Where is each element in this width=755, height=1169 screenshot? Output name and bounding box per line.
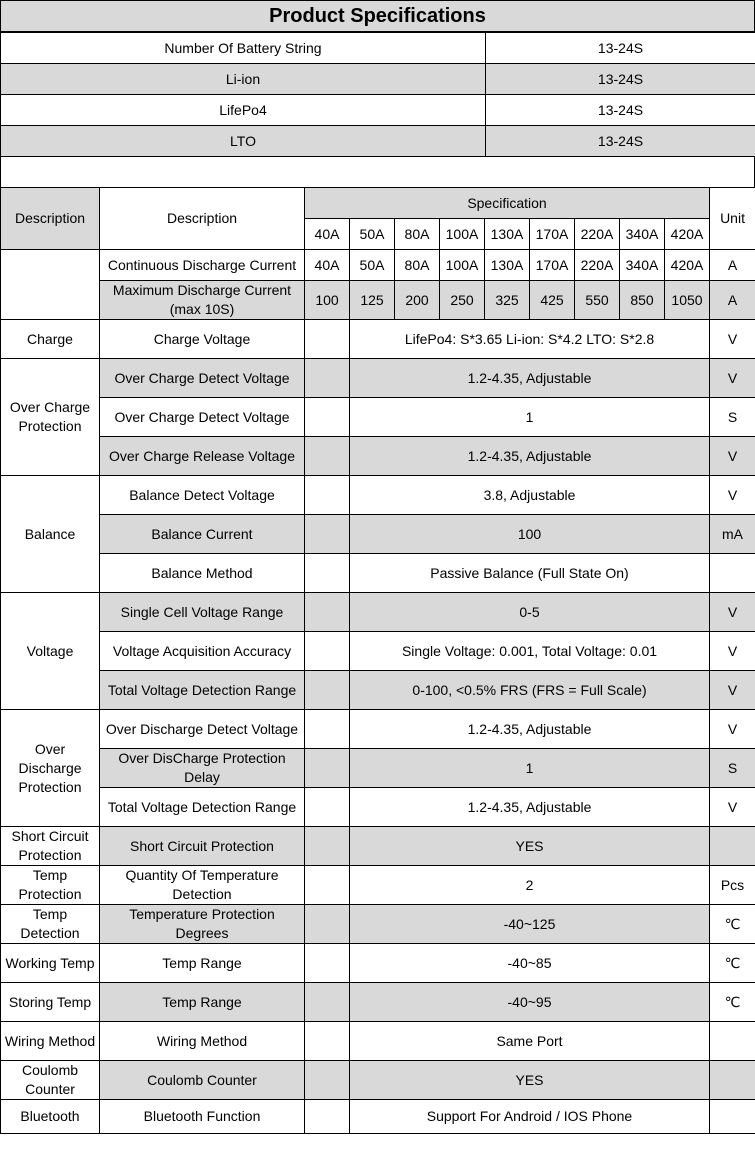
row-value: 1 bbox=[350, 749, 710, 788]
header-current: 100A bbox=[440, 219, 485, 250]
group-label: Over Discharge Protection bbox=[1, 710, 100, 827]
row-value: 170A bbox=[530, 250, 575, 281]
group-label: Short Circuit Protection bbox=[1, 827, 100, 866]
blank-cell bbox=[305, 1100, 350, 1134]
row-value: 13-24S bbox=[486, 95, 755, 126]
battery-string-table bbox=[0, 32, 755, 157]
table-row bbox=[1, 33, 755, 64]
row-value: 340A bbox=[620, 250, 665, 281]
row-value: 2 bbox=[350, 866, 710, 905]
row-value: Passive Balance (Full State On) bbox=[350, 554, 710, 593]
row-label: Bluetooth Function bbox=[100, 1100, 305, 1134]
row-label: Quantity Of Temperature Detection bbox=[100, 866, 305, 905]
table-row bbox=[1, 827, 755, 866]
table-row bbox=[1, 866, 755, 905]
row-value: 250 bbox=[440, 281, 485, 320]
row-label: Over Charge Release Voltage bbox=[100, 437, 305, 476]
row-unit bbox=[710, 1100, 755, 1134]
row-unit: ℃ bbox=[710, 944, 755, 983]
row-value: -40~95 bbox=[350, 983, 710, 1022]
table-row bbox=[1, 95, 755, 126]
row-value: 40A bbox=[305, 250, 350, 281]
row-value: 1.2-4.35, Adjustable bbox=[350, 359, 710, 398]
row-unit bbox=[710, 1061, 755, 1100]
table-row bbox=[1, 632, 755, 671]
row-value: 200 bbox=[395, 281, 440, 320]
group-label: Over Charge Protection bbox=[1, 359, 100, 476]
row-unit: A bbox=[710, 250, 755, 281]
group-cell-empty bbox=[1, 250, 100, 320]
row-value: 100 bbox=[350, 515, 710, 554]
blank-cell bbox=[305, 827, 350, 866]
table-row bbox=[1, 554, 755, 593]
row-unit: V bbox=[710, 710, 755, 749]
row-value: 1050 bbox=[665, 281, 710, 320]
group-label: Charge bbox=[1, 320, 100, 359]
header-specification: Specification bbox=[305, 188, 710, 219]
row-unit bbox=[710, 554, 755, 593]
header-current: 40A bbox=[305, 219, 350, 250]
table-row bbox=[1, 250, 755, 281]
row-label: Balance Detect Voltage bbox=[100, 476, 305, 515]
row-unit: ℃ bbox=[710, 905, 755, 944]
header-current: 340A bbox=[620, 219, 665, 250]
page-title: Product Specifications bbox=[0, 0, 755, 32]
table-row bbox=[1, 515, 755, 554]
blank-cell bbox=[305, 359, 350, 398]
row-unit: V bbox=[710, 437, 755, 476]
group-label: Wiring Method bbox=[1, 1022, 100, 1061]
table-row bbox=[1, 126, 755, 157]
row-value: 130A bbox=[485, 250, 530, 281]
row-unit: V bbox=[710, 476, 755, 515]
group-label: Voltage bbox=[1, 593, 100, 710]
row-value: YES bbox=[350, 1061, 710, 1100]
row-unit: V bbox=[710, 788, 755, 827]
row-label: Over Charge Detect Voltage bbox=[100, 398, 305, 437]
table-row bbox=[1, 1061, 755, 1100]
row-label: Single Cell Voltage Range bbox=[100, 593, 305, 632]
table-row bbox=[1, 359, 755, 398]
row-value: 220A bbox=[575, 250, 620, 281]
row-value: 3.8, Adjustable bbox=[350, 476, 710, 515]
blank-cell bbox=[305, 320, 350, 359]
spec-table bbox=[0, 187, 755, 1134]
table-row bbox=[1, 788, 755, 827]
group-label: Bluetooth bbox=[1, 1100, 100, 1134]
table-row bbox=[1, 749, 755, 788]
row-label: Continuous Discharge Current bbox=[100, 250, 305, 281]
row-unit bbox=[710, 827, 755, 866]
row-unit: mA bbox=[710, 515, 755, 554]
row-unit: Pcs bbox=[710, 866, 755, 905]
row-label: Short Circuit Protection bbox=[100, 827, 305, 866]
header-current: 170A bbox=[530, 219, 575, 250]
row-label: Over Discharge Detect Voltage bbox=[100, 710, 305, 749]
blank-cell bbox=[305, 515, 350, 554]
group-label: Coulomb Counter bbox=[1, 1061, 100, 1100]
row-value: 1.2-4.35, Adjustable bbox=[350, 437, 710, 476]
blank-cell bbox=[305, 749, 350, 788]
header-current: 80A bbox=[395, 219, 440, 250]
row-label: Temp Range bbox=[100, 983, 305, 1022]
table-row bbox=[1, 944, 755, 983]
row-value: LifePo4: S*3.65 Li-ion: S*4.2 LTO: S*2.8 bbox=[350, 320, 710, 359]
row-unit: S bbox=[710, 398, 755, 437]
row-label: Wiring Method bbox=[100, 1022, 305, 1061]
row-value: 1 bbox=[350, 398, 710, 437]
table-row bbox=[1, 64, 755, 95]
row-unit: A bbox=[710, 281, 755, 320]
blank-cell bbox=[305, 398, 350, 437]
row-unit: V bbox=[710, 671, 755, 710]
row-value: -40~125 bbox=[350, 905, 710, 944]
row-label: LifePo4 bbox=[1, 95, 486, 126]
row-unit: V bbox=[710, 359, 755, 398]
blank-cell bbox=[305, 944, 350, 983]
row-value: 0-100, <0.5% FRS (FRS = Full Scale) bbox=[350, 671, 710, 710]
row-label: Coulomb Counter bbox=[100, 1061, 305, 1100]
group-label: Temp Detection bbox=[1, 905, 100, 944]
row-label: Maximum Discharge Current (max 10S) bbox=[100, 281, 305, 320]
row-label: Charge Voltage bbox=[100, 320, 305, 359]
row-value: 1.2-4.35, Adjustable bbox=[350, 788, 710, 827]
table-row bbox=[1, 710, 755, 749]
header-current: 220A bbox=[575, 219, 620, 250]
header-unit: Unit bbox=[710, 188, 755, 250]
blank-cell bbox=[305, 437, 350, 476]
row-label: Balance Current bbox=[100, 515, 305, 554]
row-value: Support For Android / IOS Phone bbox=[350, 1100, 710, 1134]
table-row bbox=[1, 983, 755, 1022]
row-unit: V bbox=[710, 320, 755, 359]
group-label: Balance bbox=[1, 476, 100, 593]
group-label: Temp Protection bbox=[1, 866, 100, 905]
blank-cell bbox=[305, 632, 350, 671]
row-unit: ℃ bbox=[710, 983, 755, 1022]
header-description-2: Description bbox=[100, 188, 305, 250]
row-label: Over Charge Detect Voltage bbox=[100, 359, 305, 398]
row-value: 13-24S bbox=[486, 126, 755, 157]
row-value: 550 bbox=[575, 281, 620, 320]
row-value: -40~85 bbox=[350, 944, 710, 983]
row-value: 1.2-4.35, Adjustable bbox=[350, 710, 710, 749]
row-label: Li-ion bbox=[1, 64, 486, 95]
row-label: Balance Method bbox=[100, 554, 305, 593]
table-row bbox=[1, 671, 755, 710]
blank-cell bbox=[305, 866, 350, 905]
row-label: Number Of Battery String bbox=[1, 33, 486, 64]
header-current: 130A bbox=[485, 219, 530, 250]
row-label: Voltage Acquisition Accuracy bbox=[100, 632, 305, 671]
table-row bbox=[1, 905, 755, 944]
blank-cell bbox=[305, 1022, 350, 1061]
row-value: 100A bbox=[440, 250, 485, 281]
group-label: Storing Temp bbox=[1, 983, 100, 1022]
row-label: LTO bbox=[1, 126, 486, 157]
row-value: 125 bbox=[350, 281, 395, 320]
table-row bbox=[1, 437, 755, 476]
group-label: Working Temp bbox=[1, 944, 100, 983]
row-value: 425 bbox=[530, 281, 575, 320]
blank-cell bbox=[305, 788, 350, 827]
row-label: Total Voltage Detection Range bbox=[100, 671, 305, 710]
row-label: Total Voltage Detection Range bbox=[100, 788, 305, 827]
table-row bbox=[1, 593, 755, 632]
table-row bbox=[1, 281, 755, 320]
row-unit: V bbox=[710, 593, 755, 632]
row-value: 50A bbox=[350, 250, 395, 281]
row-value: 0-5 bbox=[350, 593, 710, 632]
row-value: 850 bbox=[620, 281, 665, 320]
row-unit: S bbox=[710, 749, 755, 788]
header-current: 50A bbox=[350, 219, 395, 250]
header-row bbox=[1, 188, 755, 219]
table-row bbox=[1, 1100, 755, 1134]
blank-cell bbox=[305, 554, 350, 593]
row-value: Same Port bbox=[350, 1022, 710, 1061]
blank-cell bbox=[305, 671, 350, 710]
table-row bbox=[1, 398, 755, 437]
row-unit bbox=[710, 1022, 755, 1061]
header-description: Description bbox=[1, 188, 100, 250]
table-row bbox=[1, 320, 755, 359]
spacer-row bbox=[0, 157, 755, 187]
row-value: Single Voltage: 0.001, Total Voltage: 0.01 bbox=[350, 632, 710, 671]
row-label: Temperature Protection Degrees bbox=[100, 905, 305, 944]
blank-cell bbox=[305, 476, 350, 515]
header-current: 420A bbox=[665, 219, 710, 250]
blank-cell bbox=[305, 1061, 350, 1100]
table-row bbox=[1, 1022, 755, 1061]
row-label: Over DisCharge Protection Delay bbox=[100, 749, 305, 788]
blank-cell bbox=[305, 593, 350, 632]
row-value: 100 bbox=[305, 281, 350, 320]
row-value: 13-24S bbox=[486, 64, 755, 95]
row-value: YES bbox=[350, 827, 710, 866]
row-value: 80A bbox=[395, 250, 440, 281]
row-label: Temp Range bbox=[100, 944, 305, 983]
row-value: 13-24S bbox=[486, 33, 755, 64]
row-value: 325 bbox=[485, 281, 530, 320]
table-row bbox=[1, 476, 755, 515]
blank-cell bbox=[305, 983, 350, 1022]
blank-cell bbox=[305, 710, 350, 749]
row-unit: V bbox=[710, 632, 755, 671]
blank-cell bbox=[305, 905, 350, 944]
row-value: 420A bbox=[665, 250, 710, 281]
